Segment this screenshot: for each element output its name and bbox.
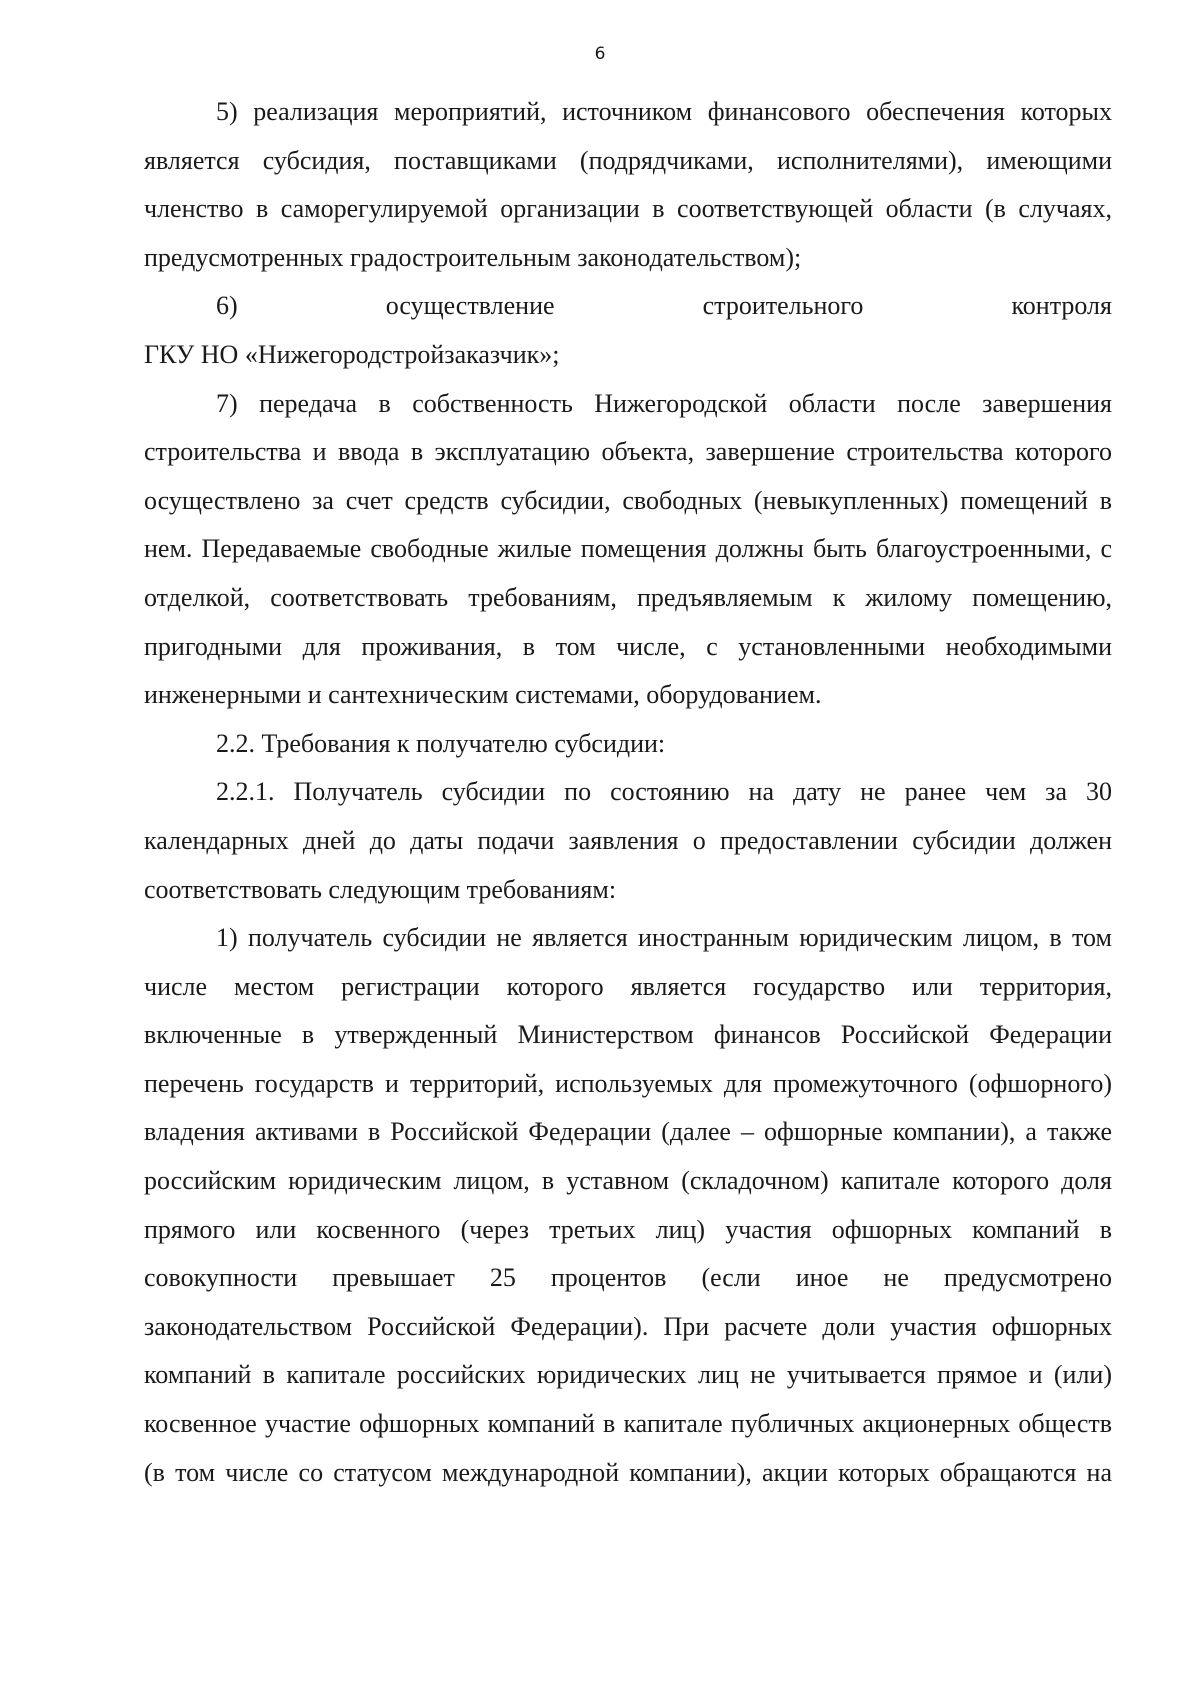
document-body [144, 88, 1112, 1497]
paragraph-item-7: 7) передача в собственность Нижегородской области после завершения строительства и ввода в эксплуатацию объекта, завершение строительства которого осуществлено за счет средств субсидии, свободных (невыкупленных) помещений в нем. Передаваемые свободные жилые помещения должны быть благоустроенными, с отделкой, соответствовать требованиям, предъявляемым к жилому помещению, пригодными для проживания, в том числе, с установленными необходимыми инженерными и сантехническим системами, оборудованием. [144, 388, 1112, 710]
paragraph-item-6-continued: ГКУ НО «Нижегородстройзаказчик»; [144, 339, 560, 369]
paragraph-item-5: 5) реализация мероприятий, источником финансового обеспечения которых является субсидия, поставщиками (подрядчиками, исполнителями), имеющими членство в саморегулируемой организации в соответствующей области (в случаях, предусмотренных градостроительным законодательством); [144, 97, 1112, 272]
section-heading-2-2: 2.2. Требования к получателю субсидии: [216, 728, 666, 758]
paragraph-requirement-1: 1) получатель субсидии не является иностранным юридическим лицом, в том числе местом регистрации которого является государство или территория, включенные в утвержденный Министерством финансов Российской Федерации перечень государств и территорий, используемых для промежуточного (офшорного) владения активами в Российской Федерации (далее – офшорные компании), а также российским юридическим лицом, в уставном (складочном) капитале которого доля прямого или косвенного (через третьих лиц) участия офшорных компаний в совокупности превышает 25 процентов (если иное не предусмотрено законодательством Российской Федерации). При расчете доли участия офшорных компаний в капитале российских юридических лиц не учитывается прямое и (или) косвенное участие офшорных компаний в капитале публичных акционерных обществ (в том числе со статусом международной компании), акции которых обращаются на [144, 923, 1112, 1487]
paragraph-2-2-1: 2.2.1. Получатель субсидии по состоянию на дату не ранее чем за 30 календарных дней до даты подачи заявления о предоставлении субсидии должен соответствовать следующим требованиям: [144, 777, 1112, 904]
page-number: 6 [594, 44, 606, 64]
paragraph-item-6: 6) осуществление строительного контроля [216, 291, 1112, 321]
